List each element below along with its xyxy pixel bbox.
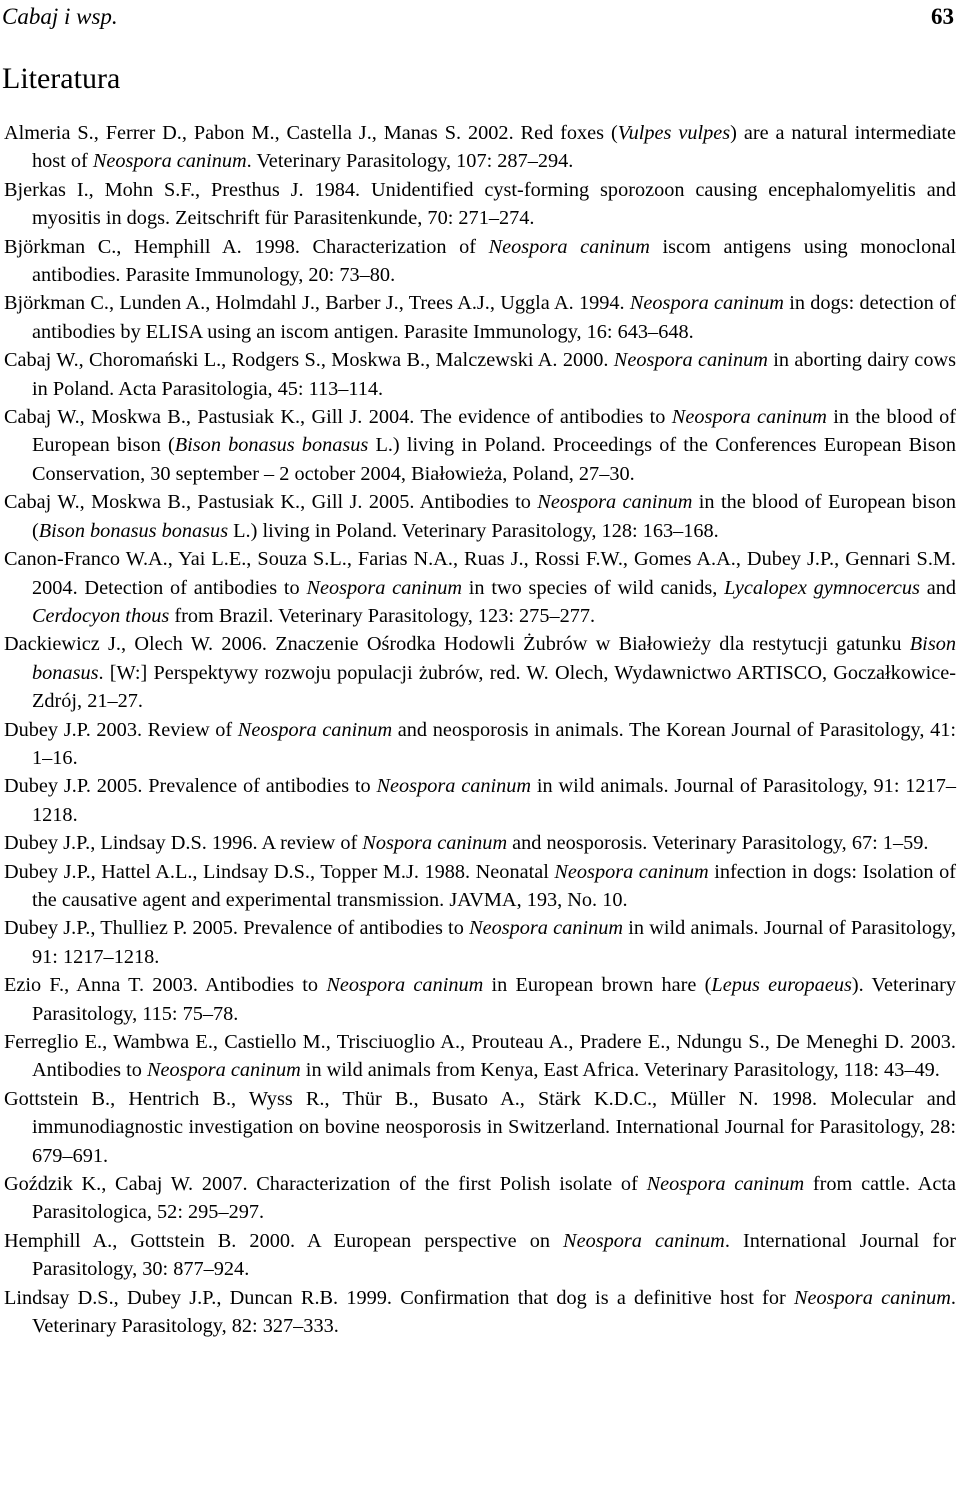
reference-text: Dubey J.P. 2003. Review of [4, 718, 238, 741]
reference-text: infection in dogs: Isolation of the causative agent and experimental transmission. JAVMA, 193, No. 10. [32, 860, 957, 911]
reference-text: L.) living in Poland. Veterinary Parasitology, 128: 163–168. [228, 519, 719, 542]
reference-entry [4, 346, 956, 403]
reference-text: Hemphill A., Gottstein B. 2000. A European perspective on [4, 1229, 564, 1252]
reference-entry [4, 772, 956, 829]
reference-text: from Brazil. Veterinary Parasitology, 123: 275–277. [169, 604, 596, 627]
italic-text: Neospora caninum [554, 860, 709, 883]
italic-text: Neospora caninum [306, 576, 462, 599]
reference-text: in wild animals from Kenya, East Africa. Veterinary Parasitology, 118: 43–49. [300, 1059, 940, 1082]
reference-text: Gottstein B., Hentrich B., Wyss R., Thür B., Busato A., Stärk K.D.C., Müller N. 1998. Molecular and immunodiagnostic investigation on bovine neosporosis in Switzerland. International Journal for Parasitology, 28: 679–691. [4, 1087, 956, 1167]
reference-text: in the blood of European bison ( [32, 406, 956, 457]
reference-text: in European brown hare ( [483, 974, 712, 997]
reference-text: Björkman C., Hemphill A. 1998. Characterization of [4, 235, 489, 258]
italic-text: Neospora caninum [237, 718, 393, 741]
reference-entry [4, 914, 956, 971]
italic-text: Neospora caninum [563, 1229, 725, 1252]
italic-text: Neospora caninum [326, 974, 484, 997]
italic-text: Neospora caninum [671, 406, 827, 429]
reference-entry [4, 403, 956, 488]
reference-text: . Veterinary Parasitology, 107: 287–294. [246, 150, 574, 173]
reference-text: and [919, 576, 956, 599]
reference-text: Dubey J.P., Thulliez P. 2005. Prevalence of antibodies to [4, 917, 470, 940]
italic-text: Neospora caninum [376, 775, 532, 798]
reference-text: Björkman C., Lunden A., Holmdahl J., Barber J., Trees A.J., Uggla A. 1994. [4, 292, 630, 315]
reference-text: . Veterinary Parasitology, 82: 327–333. [32, 1286, 956, 1338]
reference-text: Dackiewicz J., Olech W. 2006. Znaczenie Ośrodka Hodowli Żubrów w Białowieży dla restytucji gatunku [4, 633, 910, 656]
italic-text: Vulpes vulpes [617, 122, 731, 144]
reference-list [4, 119, 956, 1340]
reference-entry [4, 1284, 956, 1341]
reference-text: in the blood of European bison ( [32, 491, 956, 542]
reference-text: Dubey J.P., Hattel A.L., Lindsay D.S., Topper M.J. 1988. Neonatal [4, 860, 555, 883]
reference-entry [4, 545, 956, 630]
italic-text: Nospora caninum [362, 832, 508, 855]
reference-entry [4, 1028, 956, 1085]
reference-entry [4, 1227, 956, 1284]
reference-entry [4, 829, 956, 857]
reference-text: from cattle. Acta Parasitologica, 52: 295–297. [32, 1173, 956, 1224]
reference-entry [4, 1170, 956, 1227]
italic-text: Neospora caninum [613, 349, 768, 372]
reference-text: in two species of wild canids, [461, 576, 725, 599]
reference-entry [4, 716, 956, 773]
italic-text: Neospora caninum [646, 1173, 805, 1196]
reference-entry [4, 119, 956, 176]
reference-text: Cabaj W., Moskwa B., Pastusiak K., Gill J. 2005. Antibodies to [4, 491, 538, 514]
reference-text: Canon-Franco W.A., Yai L.E., Souza S.L., Farias N.A., Ruas J., Rossi F.W., Gomes A.A., Dubey J.P., Gennari S.M. 2004. Detection of antibodies to [4, 548, 956, 599]
italic-text: Bison bonasus bonasus [38, 519, 229, 542]
reference-text: ). Veterinary Parasitology, 115: 75–78. [32, 974, 957, 1025]
italic-text: Neospora caninum [92, 150, 247, 173]
reference-text: Ferreglio E., Wambwa E., Castiello M., Trisciuoglio A., Prouteau A., Pradere E., Ndungu S., De Meneghi D. 2003. Antibodies to [4, 1031, 956, 1082]
reference-text: in wild animals. Journal of Parasitology, 91: 1217–1218. [32, 775, 956, 826]
reference-text: Almeria S., Ferrer D., Pabon M., Castella J., Manas S. 2002. Red foxes ( [4, 122, 618, 144]
reference-text: iscom antigens using monoclonal antibodies. Parasite Immunology, 20: 73–80. [32, 235, 956, 287]
italic-text: Neospora caninum [793, 1286, 951, 1309]
reference-text: Cabaj W., Moskwa B., Pastusiak K., Gill J. 2004. The evidence of antibodies to [4, 406, 672, 429]
page-header [2, 4, 954, 34]
italic-text: Neospora caninum [469, 917, 623, 940]
reference-text: Lindsay D.S., Dubey J.P., Duncan R.B. 1999. Confirmation that dog is a definitive host for [4, 1286, 794, 1309]
reference-text: L.) living in Poland. Proceedings of the Conferences European Bison Conservation, 30 september – 2 october 2004, Białowieża, Poland, 27–30. [32, 434, 956, 485]
reference-entry [4, 630, 956, 715]
italic-text: Neospora caninum [488, 235, 650, 258]
section-title: Literatura [2, 62, 121, 95]
italic-text: Lycalopex gymnocercus [724, 576, 920, 599]
running-title: Cabaj i wsp. [2, 4, 118, 29]
italic-text: Bison bonasus bonasus [174, 434, 369, 457]
reference-text: ) are a natural intermediate host of [32, 122, 956, 173]
reference-text: Bjerkas I., Mohn S.F., Presthus J. 1984. Unidentified cyst-forming sporozoon causing encephalomyelitis and myositis in dogs. Zeitschrift für Parasitenkunde, 70: 271–274. [4, 178, 956, 230]
reference-text: Dubey J.P., Lindsay D.S. 1996. A review of [4, 832, 363, 855]
reference-text: in aborting dairy cows in Poland. Acta Parasitologia, 45: 113–114. [32, 349, 956, 400]
page-number: 63 [931, 4, 954, 29]
reference-text: in dogs: detection of antibodies by ELISA using an iscom antigen. Parasite Immunology, 16: 643–648. [32, 292, 957, 343]
reference-entry [4, 488, 956, 545]
reference-entry [4, 233, 956, 290]
reference-text: . [W:] Perspektywy rozwoju populacji żubrów, red. W. Olech, Wydawnictwo ARTISCO, Goczałkowice-Zdrój, 21–27. [32, 661, 956, 713]
italic-text: Neospora caninum [629, 292, 784, 315]
reference-text: and neosporosis. Veterinary Parasitology, 67: 1–59. [507, 832, 929, 855]
italic-text: Cerdocyon thous [32, 604, 170, 627]
italic-text: Neospora caninum [146, 1059, 301, 1082]
italic-text: Neospora caninum [537, 491, 693, 514]
reference-text: in wild animals. Journal of Parasitology, 91: 1217–1218. [32, 917, 957, 968]
reference-entry [4, 1085, 956, 1170]
reference-text: Goździk K., Cabaj W. 2007. Characterization of the first Polish isolate of [4, 1173, 647, 1196]
reference-entry [4, 858, 956, 915]
reference-entry [4, 289, 956, 346]
reference-text: . International Journal for Parasitology, 30: 877–924. [32, 1229, 957, 1281]
reference-text: Dubey J.P. 2005. Prevalence of antibodies to [4, 775, 377, 798]
italic-text: Bison bonasus [32, 633, 956, 684]
reference-text: and neosporosis in animals. The Korean Journal of Parasitology, 41: 1–16. [32, 718, 956, 769]
reference-entry [4, 971, 956, 1028]
reference-text: Cabaj W., Choromański L., Rodgers S., Moskwa B., Malczewski A. 2000. [4, 349, 614, 372]
reference-entry [4, 176, 956, 233]
reference-text: Ezio F., Anna T. 2003. Antibodies to [4, 974, 327, 997]
italic-text: Lepus europaeus [711, 974, 852, 997]
